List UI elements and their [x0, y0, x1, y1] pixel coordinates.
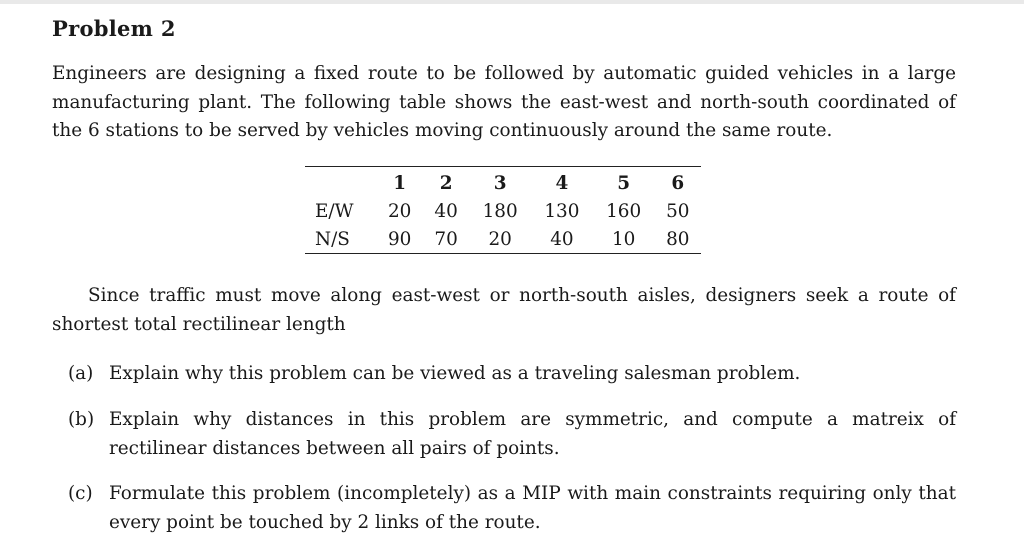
table-cell: 70 [434, 228, 458, 250]
row-label: N/S [315, 228, 350, 250]
table-row-ew [305, 197, 701, 225]
question-label: (c) [68, 483, 93, 504]
table-cell: 10 [611, 228, 636, 250]
coordinates-table [305, 166, 701, 254]
table-cell: 20 [387, 200, 412, 222]
station-header: 1 [393, 172, 407, 194]
table-cell: 50 [666, 200, 690, 222]
station-header: 2 [439, 172, 453, 194]
station-header: 3 [493, 172, 507, 194]
top-divider [0, 0, 1024, 4]
intro-paragraph: Engineers are designing a fixed route to be followed by automatic guided vehicles in a large manufacturing plant. The following table shows the east-west and north-south coordinated of the 6 stations to be served by vehicles moving continuously around the same route. [52, 63, 956, 141]
row-label: E/W [315, 200, 354, 222]
table-cell: 80 [666, 228, 690, 250]
table-corner-cell [305, 167, 376, 198]
table-cell: 40 [434, 200, 458, 222]
question-b [68, 406, 956, 463]
question-a [68, 360, 956, 389]
followup-paragraph: Since traffic must move along east-west or north-south aisles, designers seek a route of shortest total rectilinear length [52, 285, 956, 335]
table-cell: 180 [482, 200, 518, 222]
question-text: Explain why distances in this problem are symmetric, and compute a matreix of rectilinear distances between all pairs of points. [109, 409, 956, 459]
table-cell: 130 [544, 200, 580, 222]
problem-title: Problem 2 [52, 16, 176, 41]
table-row-ns [305, 225, 701, 254]
table-cell: 90 [387, 228, 412, 250]
table-cell: 40 [550, 228, 574, 250]
question-label: (a) [68, 363, 94, 384]
station-header: 5 [617, 172, 631, 194]
table-header-row [305, 167, 701, 198]
question-text: Explain why this problem can be viewed as a traveling salesman problem. [109, 363, 801, 384]
question-label: (b) [68, 409, 95, 430]
question-text: Formulate this problem (incompletely) as a MIP with main constraints requiring only that every point be touched by 2 links of the route. [109, 483, 956, 533]
station-header: 6 [671, 172, 685, 194]
table-cell: 160 [606, 200, 642, 222]
table-cell: 20 [488, 228, 512, 250]
question-c [68, 480, 956, 537]
station-header: 4 [555, 172, 569, 194]
